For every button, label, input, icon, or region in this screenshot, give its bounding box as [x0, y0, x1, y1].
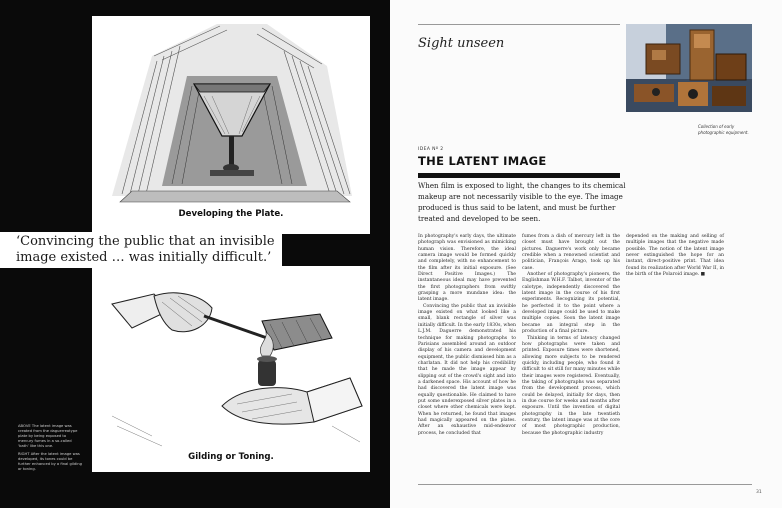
- gilding-plate-illustration: [92, 266, 370, 472]
- body-paragraph: fumes from a dish of mercury left in the closet must have brought out the pictures. Daguerre's work only became credible when a renowned scientist and politician, François Arago, took up his case.: [522, 234, 620, 271]
- idea-number: IDEA Nº 2: [418, 147, 444, 152]
- page-number: 31: [756, 490, 762, 495]
- camera-collection-image: [626, 24, 752, 112]
- body-paragraph: Convincing the public that an invisible image existed on what looked like a small, blank rectangle of silver was initially difficult. In the early 1830s, when L.J.M. Daguerre demonstrated his technique for making photographs to Parisians assembled around an outdoor display of his camera and development equipment, the public dismissed him as a charlatan. It did not help his credibility that he made the image appear by slipping out of the crowd's sight and into a darkened space. His account of how he had discovered the latent image was equally questionable. He claimed to have put some underexposed silver plates in a closet where other chemicals were kept. When he returned, he found that images had magically appeared on the plates. After an exhaustive mid-endeavor process, he concluded that: [418, 303, 516, 436]
- section-title: Sight unseen: [418, 36, 505, 51]
- plate-caption-top: Developing the Plate.: [178, 209, 284, 219]
- pull-quote: ‘Convincing the public that an invisible image existed … was initially difficult.’: [16, 234, 275, 265]
- top-rule: [418, 24, 620, 25]
- body-paragraph: In photography's early days, the ultimate photograph was envisioned as mimicking human vision. Therefore, the ideal camera image would be formed quickly and completely, with no enhancement to the film after its initial exposure. (See Direct Positive Images.) The instantaneous ideal may have prevented the first photographers from swiftly grasping a more mundane idea: the latent image.: [418, 234, 516, 303]
- plate-caption-bottom: Gilding or Toning.: [188, 452, 274, 462]
- right-page: [390, 0, 782, 508]
- bottom-rule: [418, 484, 752, 485]
- pull-quote-band: [0, 232, 282, 268]
- photo-caption: Collection of early photographic equipment.: [698, 124, 749, 135]
- body-paragraph: Another of photography's pioneers, the Englishman W.H.F. Talbot, inventor of the calotype, independently discovered the latent image in the course of his first experiments. Recognizing its potential, he perfected it to the point where a developed image could be used to make multiple copies. Soon the latent image became an integral step in the production of a final picture.: [522, 272, 620, 335]
- body-paragraph: depended on the making and selling of multiple images that the negative made possible. The notion of the latent image never extinguished the hope for an instant, direct-positive print. That idea found its realization after World War II, in the birth of the Polaroid image. ■: [626, 234, 724, 278]
- image-captions: [18, 424, 82, 475]
- body-paragraph: Thinking in terms of latency changed how photographs were taken and printed. Exposure times were shortened, allowing more subjects to be rendered quickly, including people, who found it difficult to sit still for many minutes while their images were registered. Eventually, the taking of photographs was separated from the development process, which could be delayed, initially for days, then in due course for weeks and months after exposure. Until the invention of digital photography in the late twentieth century, the latent image was at the core of most photographic production, because the photographic industry: [522, 335, 620, 436]
- heading-bar: [418, 173, 620, 178]
- body-column-1: [418, 234, 516, 437]
- caption-right: RIGHT After the latent image was developed, its tones could be further enhanced by a final gilding or toning.: [18, 452, 82, 471]
- left-page: [0, 0, 390, 508]
- caption-above: ABOVE The latent image was created from the daguerreotype plate by being exposed to mercury fumes in a so-called ‘bath’ like this one.: [18, 424, 78, 448]
- intro-paragraph: When film is exposed to light, the changes to its chemical makeup are not necessarily visible to the eye. The image produced is thus said to be latent, and must be further treated and developed to be seen.: [418, 181, 626, 223]
- mercury-bath-engraving: [92, 16, 370, 234]
- equipment-photo: [626, 24, 752, 112]
- body-column-2: [522, 234, 620, 437]
- body-column-3: [626, 234, 724, 278]
- developing-plate-illustration: [92, 16, 370, 234]
- gilding-engraving: [92, 266, 370, 472]
- article-heading: THE LATENT IMAGE: [418, 154, 547, 168]
